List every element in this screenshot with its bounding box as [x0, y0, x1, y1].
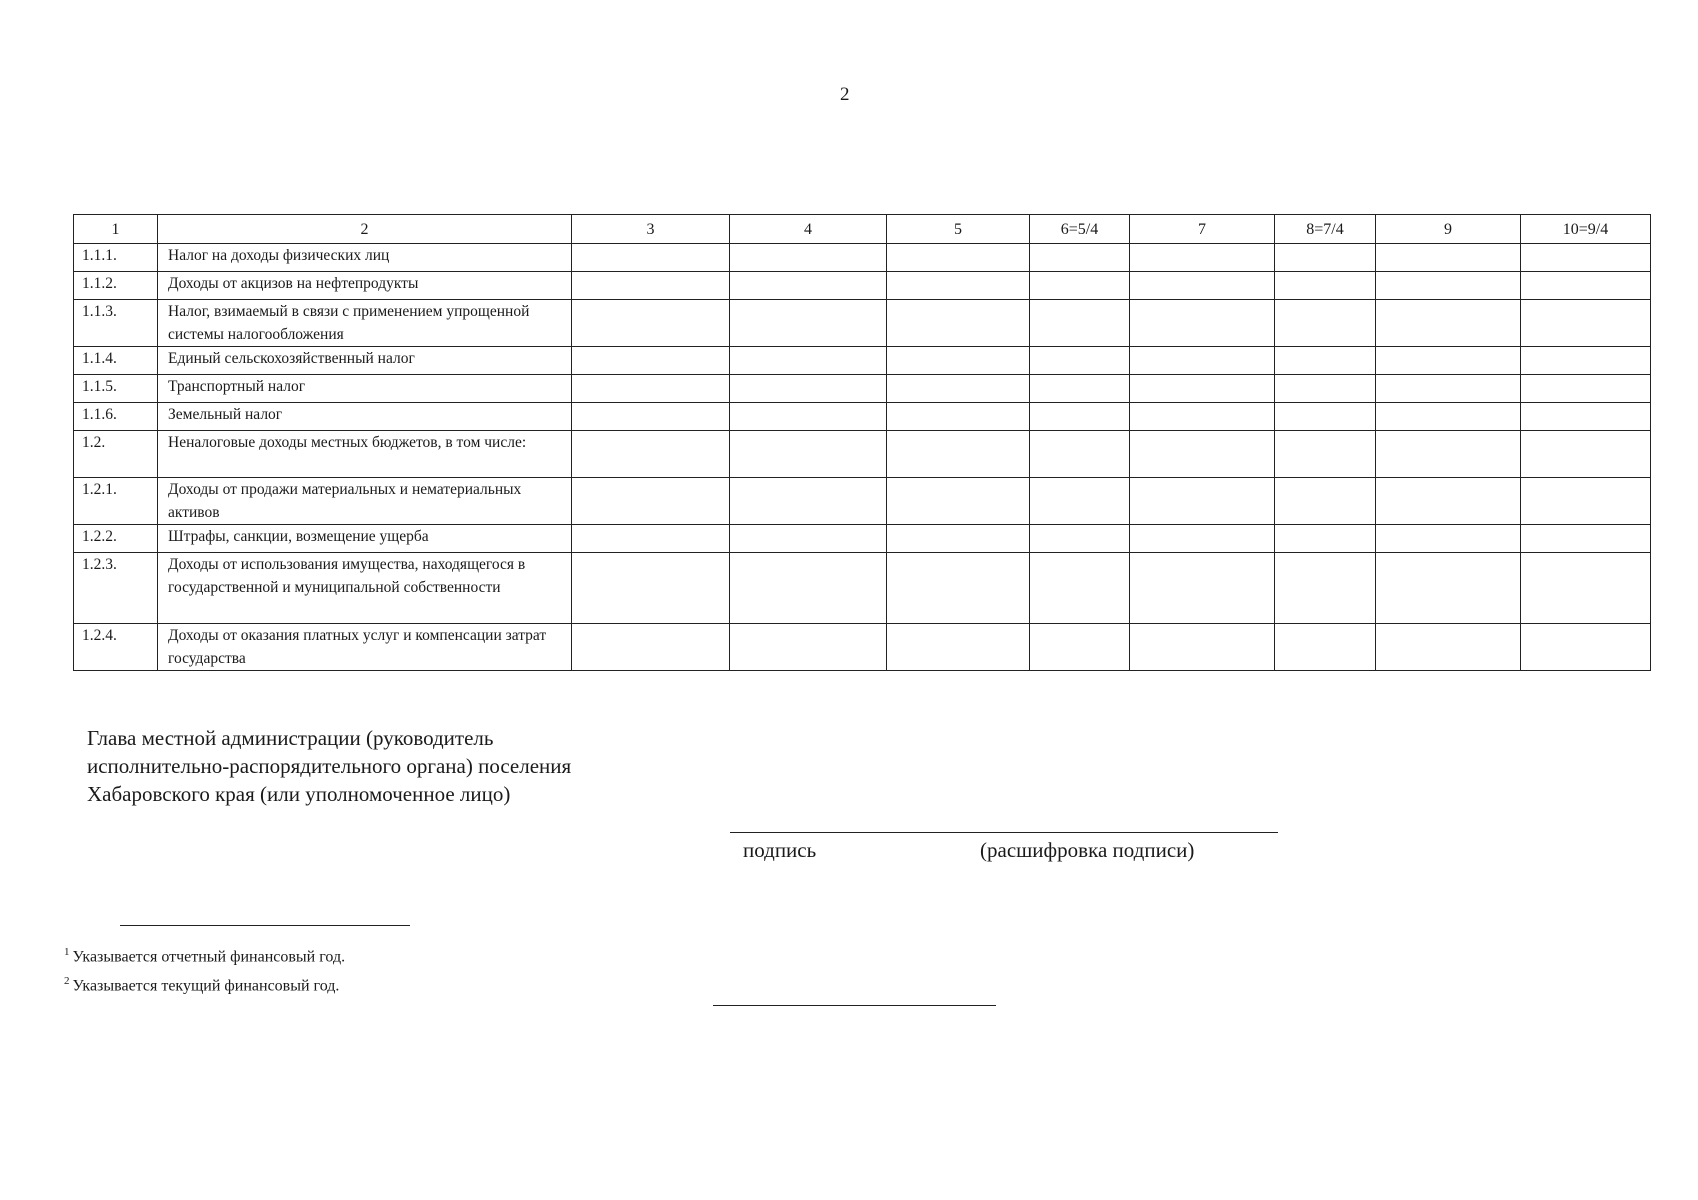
empty-cell — [1130, 525, 1275, 553]
empty-cell — [1030, 403, 1130, 431]
empty-cell — [1275, 244, 1376, 272]
footnote-separator — [120, 925, 410, 926]
signature-line — [730, 832, 1278, 833]
column-header: 7 — [1130, 215, 1275, 244]
bottom-separator-line — [713, 1005, 996, 1006]
footnote-text: Указывается текущий финансовый год. — [72, 977, 340, 995]
empty-cell — [730, 300, 887, 347]
row-name: Доходы от продажи материальных и нематериальных активов — [158, 478, 572, 525]
empty-cell — [1376, 431, 1521, 478]
table-row — [74, 624, 1651, 671]
empty-cell — [1376, 244, 1521, 272]
empty-cell — [1275, 375, 1376, 403]
row-name: Неналоговые доходы местных бюджетов, в том числе: — [158, 431, 572, 478]
column-header: 3 — [572, 215, 730, 244]
empty-cell — [1030, 624, 1130, 671]
empty-cell — [572, 624, 730, 671]
empty-cell — [1275, 347, 1376, 375]
empty-cell — [887, 403, 1030, 431]
row-name: Штрафы, санкции, возмещение ущерба — [158, 525, 572, 553]
empty-cell — [730, 478, 887, 525]
empty-cell — [887, 431, 1030, 478]
table-row — [74, 347, 1651, 375]
signature-decoding-label: (расшифровка подписи) — [980, 838, 1195, 862]
footnote-text: Указывается отчетный финансовый год. — [72, 948, 346, 966]
column-header: 5 — [887, 215, 1030, 244]
signer-title: Глава местной администрации (руководитель исполнительно-распорядительного органа) поселения Хабаровского края (или уполномоченное лицо) — [87, 726, 572, 806]
empty-cell — [887, 347, 1030, 375]
empty-cell — [1521, 478, 1651, 525]
empty-cell — [1030, 375, 1130, 403]
empty-cell — [1130, 553, 1275, 624]
empty-cell — [1521, 624, 1651, 671]
column-header: 2 — [158, 215, 572, 244]
row-name: Доходы от акцизов на нефтепродукты — [158, 272, 572, 300]
table-row — [74, 375, 1651, 403]
empty-cell — [1275, 624, 1376, 671]
signature-label: подпись — [743, 838, 817, 862]
empty-cell — [730, 244, 887, 272]
row-number: 1.2.3. — [74, 553, 158, 624]
footnote-mark: 2 — [64, 975, 70, 988]
row-name: Налог, взимаемый в связи с применением упрощенной системы налогообложения — [158, 300, 572, 347]
empty-cell — [1275, 272, 1376, 300]
footnote — [64, 940, 345, 969]
empty-cell — [1376, 347, 1521, 375]
table-row — [74, 431, 1651, 478]
empty-cell — [730, 403, 887, 431]
empty-cell — [1130, 347, 1275, 375]
empty-cell — [730, 525, 887, 553]
empty-cell — [1275, 553, 1376, 624]
empty-cell — [1130, 300, 1275, 347]
row-number: 1.2.2. — [74, 525, 158, 553]
empty-cell — [1521, 347, 1651, 375]
empty-cell — [887, 375, 1030, 403]
footnote-mark: 1 — [64, 946, 70, 958]
empty-cell — [730, 375, 887, 403]
empty-cell — [730, 431, 887, 478]
row-name: Налог на доходы физических лиц — [158, 244, 572, 272]
empty-cell — [572, 272, 730, 300]
empty-cell — [1130, 431, 1275, 478]
empty-cell — [1030, 431, 1130, 478]
empty-cell — [572, 478, 730, 525]
empty-cell — [1521, 272, 1651, 300]
empty-cell — [1130, 244, 1275, 272]
empty-cell — [1030, 300, 1130, 347]
empty-cell — [1130, 272, 1275, 300]
row-number: 1.1.6. — [74, 403, 158, 431]
column-header: 4 — [730, 215, 887, 244]
empty-cell — [887, 624, 1030, 671]
empty-cell — [887, 300, 1030, 347]
empty-cell — [1130, 624, 1275, 671]
row-number: 1.1.2. — [74, 272, 158, 300]
empty-cell — [572, 553, 730, 624]
empty-cell — [1030, 272, 1130, 300]
empty-cell — [1376, 478, 1521, 525]
table-row — [74, 272, 1651, 300]
column-header: 10=9/4 — [1521, 215, 1651, 244]
row-number: 1.2.1. — [74, 478, 158, 525]
empty-cell — [887, 525, 1030, 553]
empty-cell — [1376, 553, 1521, 624]
empty-cell — [1521, 375, 1651, 403]
empty-cell — [1275, 525, 1376, 553]
empty-cell — [887, 244, 1030, 272]
empty-cell — [1275, 403, 1376, 431]
empty-cell — [572, 403, 730, 431]
row-name: Доходы от использования имущества, находящегося в государственной и муниципальной собственности — [158, 553, 572, 624]
empty-cell — [1376, 624, 1521, 671]
row-name: Доходы от оказания платных услуг и компенсации затрат государства — [158, 624, 572, 671]
empty-cell — [572, 300, 730, 347]
row-name: Транспортный налог — [158, 375, 572, 403]
empty-cell — [1030, 553, 1130, 624]
empty-cell — [1030, 244, 1130, 272]
empty-cell — [730, 347, 887, 375]
row-name: Единый сельскохозяйственный налог — [158, 347, 572, 375]
row-number: 1.1.4. — [74, 347, 158, 375]
empty-cell — [1275, 300, 1376, 347]
empty-cell — [1521, 244, 1651, 272]
table-header-row — [74, 215, 1651, 244]
empty-cell — [887, 272, 1030, 300]
empty-cell — [887, 553, 1030, 624]
empty-cell — [1521, 553, 1651, 624]
footnotes — [64, 940, 345, 999]
empty-cell — [572, 525, 730, 553]
empty-cell — [1130, 375, 1275, 403]
table-row — [74, 300, 1651, 347]
row-name: Земельный налог — [158, 403, 572, 431]
row-number: 1.1.3. — [74, 300, 158, 347]
empty-cell — [1275, 478, 1376, 525]
empty-cell — [1376, 300, 1521, 347]
empty-cell — [1376, 272, 1521, 300]
empty-cell — [1521, 525, 1651, 553]
empty-cell — [1521, 300, 1651, 347]
empty-cell — [1376, 403, 1521, 431]
empty-cell — [1376, 375, 1521, 403]
revenue-table — [73, 214, 1651, 671]
empty-cell — [572, 347, 730, 375]
empty-cell — [572, 375, 730, 403]
empty-cell — [572, 431, 730, 478]
table-row — [74, 244, 1651, 272]
empty-cell — [1130, 478, 1275, 525]
row-number: 1.1.1. — [74, 244, 158, 272]
empty-cell — [572, 244, 730, 272]
table-row — [74, 525, 1651, 553]
empty-cell — [1030, 347, 1130, 375]
empty-cell — [887, 478, 1030, 525]
empty-cell — [730, 624, 887, 671]
column-header: 6=5/4 — [1030, 215, 1130, 244]
page-number: 2 — [840, 84, 850, 105]
empty-cell — [1376, 525, 1521, 553]
empty-cell — [1521, 431, 1651, 478]
column-header: 1 — [74, 215, 158, 244]
column-header: 9 — [1376, 215, 1521, 244]
empty-cell — [1275, 431, 1376, 478]
empty-cell — [1030, 525, 1130, 553]
table-row — [74, 403, 1651, 431]
row-number: 1.2. — [74, 431, 158, 478]
empty-cell — [1521, 403, 1651, 431]
footnote — [64, 969, 345, 998]
empty-cell — [730, 272, 887, 300]
empty-cell — [1130, 403, 1275, 431]
table-row — [74, 553, 1651, 624]
table-row — [74, 478, 1651, 525]
empty-cell — [1030, 478, 1130, 525]
row-number: 1.2.4. — [74, 624, 158, 671]
column-header: 8=7/4 — [1275, 215, 1376, 244]
empty-cell — [730, 553, 887, 624]
row-number: 1.1.5. — [74, 375, 158, 403]
